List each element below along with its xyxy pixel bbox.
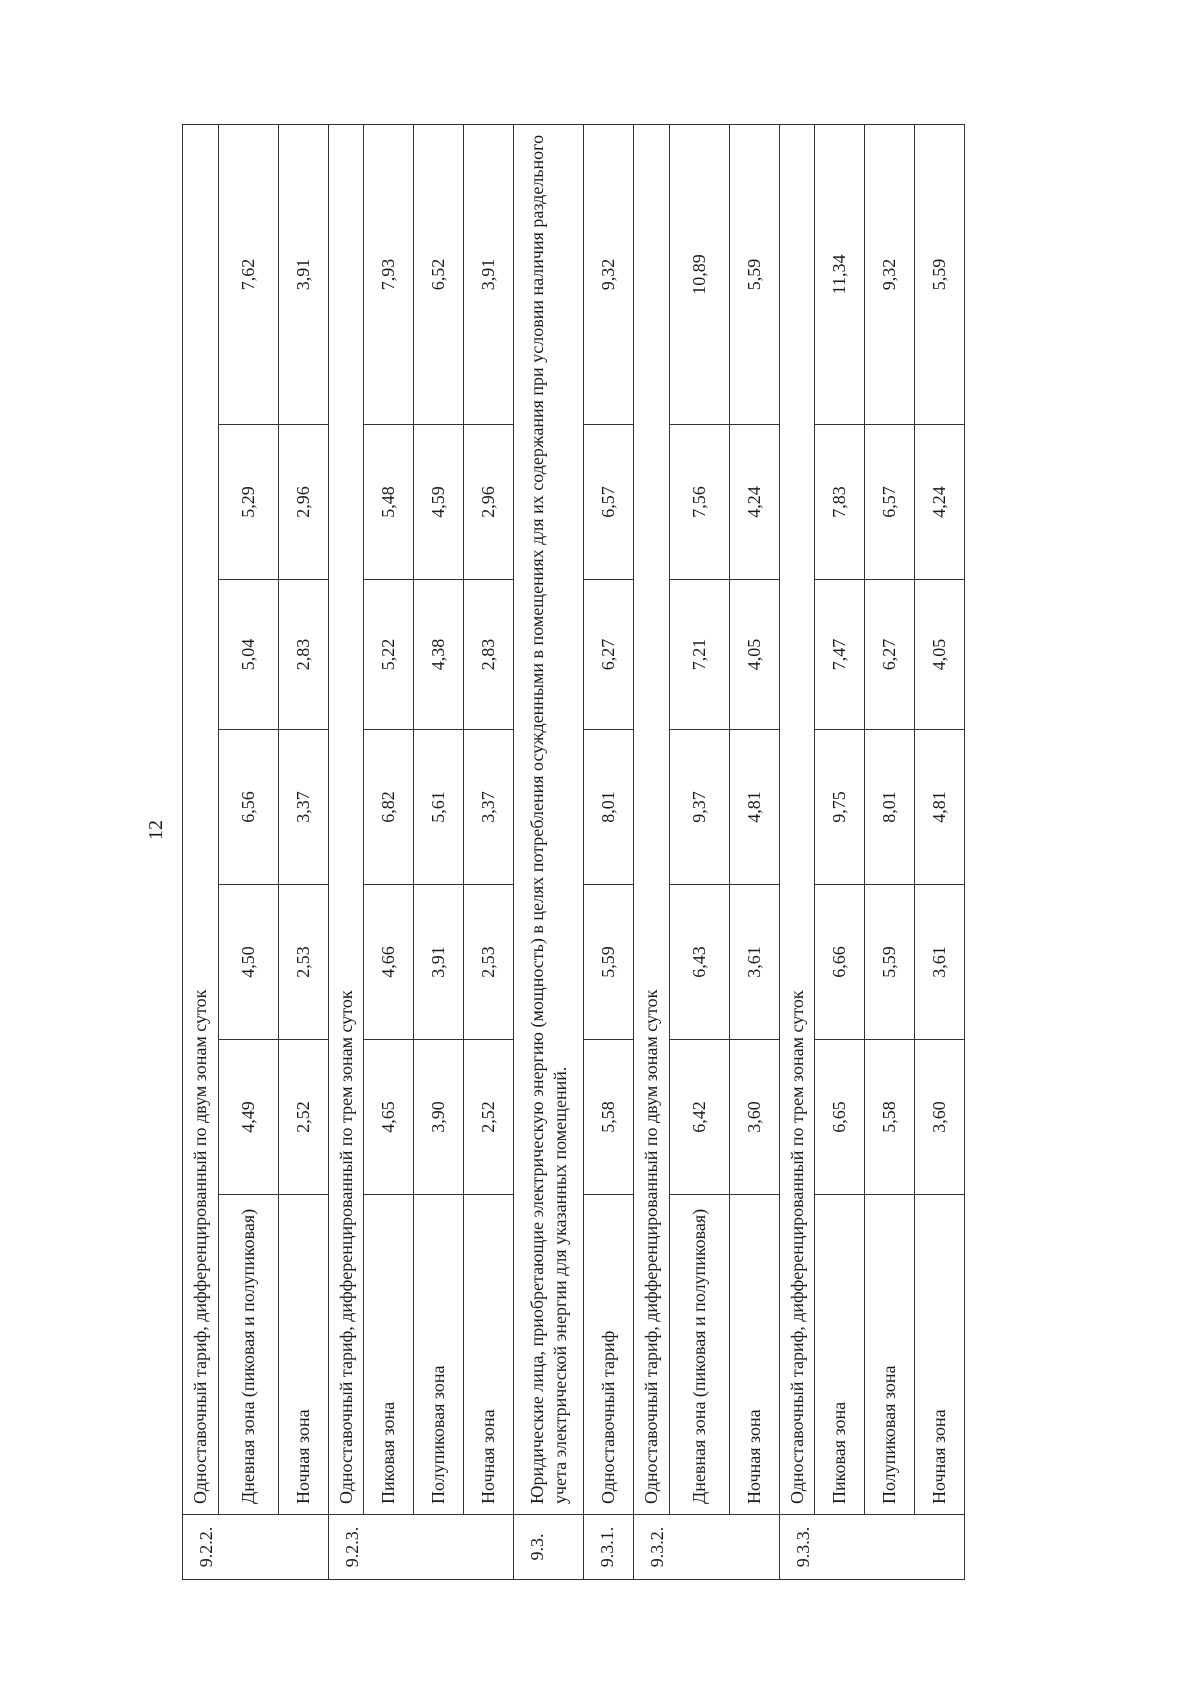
- table-row: [815, 124, 865, 1579]
- section-title: Одноставочный тариф, дифференцированный по трем зонам суток: [779, 124, 815, 1514]
- value-cell: 4,05: [915, 580, 965, 730]
- section-row: [183, 124, 219, 1579]
- value-cell: 4,81: [915, 730, 965, 885]
- value-cell: 3,61: [729, 885, 779, 1040]
- value-cell: 2,53: [278, 885, 328, 1040]
- value-cell: 3,60: [729, 1040, 779, 1195]
- value-cell: 2,83: [278, 580, 328, 730]
- value-cell: 2,83: [464, 580, 514, 730]
- value-cell: 11,34: [815, 124, 865, 424]
- value-cell: 9,37: [669, 730, 729, 885]
- section-row: [514, 124, 584, 1579]
- section-title: Одноставочный тариф, дифференцированный по двум зонам суток: [634, 124, 670, 1514]
- table-row: [669, 124, 729, 1579]
- value-cell: 5,48: [364, 425, 414, 580]
- value-cell: 3,90: [414, 1040, 464, 1195]
- value-cell: 6,65: [815, 1040, 865, 1195]
- table-row: [584, 124, 634, 1579]
- value-cell: 4,24: [729, 425, 779, 580]
- table-row: [915, 124, 965, 1579]
- value-cell: 6,52: [414, 124, 464, 424]
- value-cell: 5,22: [364, 580, 414, 730]
- section-code: 9.3.3.: [779, 1515, 965, 1580]
- value-cell: 4,81: [729, 730, 779, 885]
- value-cell: 4,05: [729, 580, 779, 730]
- value-cell: 2,53: [464, 885, 514, 1040]
- row-label: Ночная зона: [464, 1195, 514, 1515]
- value-cell: 8,01: [865, 730, 915, 885]
- value-cell: 5,59: [729, 124, 779, 424]
- table-row: [729, 124, 779, 1579]
- value-cell: 6,27: [584, 580, 634, 730]
- value-cell: 6,57: [865, 425, 915, 580]
- row-label: Полупиковая зона: [414, 1195, 464, 1515]
- value-cell: 6,27: [865, 580, 915, 730]
- row-label: Пиковая зона: [815, 1195, 865, 1515]
- table-row: [865, 124, 915, 1579]
- tariff-table: [182, 124, 965, 1580]
- value-cell: 8,01: [584, 730, 634, 885]
- value-cell: 5,29: [218, 425, 278, 580]
- section-row: [634, 124, 670, 1579]
- value-cell: 10,89: [669, 124, 729, 424]
- value-cell: 7,47: [815, 580, 865, 730]
- value-cell: 2,96: [278, 425, 328, 580]
- value-cell: 6,43: [669, 885, 729, 1040]
- section-title: Одноставочный тариф, дифференцированный по двум зонам суток: [183, 124, 219, 1514]
- table-row: [364, 124, 414, 1579]
- value-cell: 6,82: [364, 730, 414, 885]
- page-number: 12: [145, 820, 167, 840]
- value-cell: 6,56: [218, 730, 278, 885]
- value-cell: 9,32: [584, 124, 634, 424]
- value-cell: 9,75: [815, 730, 865, 885]
- value-cell: 3,61: [915, 885, 965, 1040]
- value-cell: 6,42: [669, 1040, 729, 1195]
- section-code: 9.3.1.: [584, 1515, 634, 1580]
- rotated-page-content: [182, 125, 1042, 1580]
- value-cell: 7,56: [669, 425, 729, 580]
- value-cell: 5,04: [218, 580, 278, 730]
- row-label: Пиковая зона: [364, 1195, 414, 1515]
- value-cell: 6,66: [815, 885, 865, 1040]
- value-cell: 3,91: [464, 124, 514, 424]
- value-cell: 3,91: [414, 885, 464, 1040]
- value-cell: 7,83: [815, 425, 865, 580]
- value-cell: 5,59: [865, 885, 915, 1040]
- section-code: 9.2.2.: [183, 1515, 329, 1580]
- table-row: [218, 124, 278, 1579]
- section-title: Юридические лица, приобретающие электрическую энергию (мощность) в целях потребления осужденными в помещениях для их содержания при условии наличия раздельного учета электрической энергии для указанных помещений.: [514, 124, 584, 1514]
- value-cell: 5,59: [915, 124, 965, 424]
- row-label: Ночная зона: [915, 1195, 965, 1515]
- row-label: Ночная зона: [729, 1195, 779, 1515]
- section-title: Одноставочный тариф, дифференцированный по трем зонам суток: [328, 124, 364, 1514]
- row-label: Ночная зона: [278, 1195, 328, 1515]
- value-cell: 4,49: [218, 1040, 278, 1195]
- value-cell: 4,66: [364, 885, 414, 1040]
- table-row: [278, 124, 328, 1579]
- value-cell: 3,91: [278, 124, 328, 424]
- value-cell: 4,59: [414, 425, 464, 580]
- section-code: 9.2.3.: [328, 1515, 514, 1580]
- section-code: 9.3.2.: [634, 1515, 780, 1580]
- value-cell: 5,61: [414, 730, 464, 885]
- value-cell: 3,37: [464, 730, 514, 885]
- row-label: Дневная зона (пиковая и полупиковая): [218, 1195, 278, 1515]
- value-cell: 7,93: [364, 124, 414, 424]
- section-row: [328, 124, 364, 1579]
- row-label: Дневная зона (пиковая и полупиковая): [669, 1195, 729, 1515]
- value-cell: 2,96: [464, 425, 514, 580]
- value-cell: 7,62: [218, 124, 278, 424]
- table-row: [464, 124, 514, 1579]
- section-row: [779, 124, 815, 1579]
- value-cell: 6,57: [584, 425, 634, 580]
- value-cell: 9,32: [865, 124, 915, 424]
- value-cell: 7,21: [669, 580, 729, 730]
- value-cell: 5,58: [584, 1040, 634, 1195]
- value-cell: 5,58: [865, 1040, 915, 1195]
- value-cell: 4,50: [218, 885, 278, 1040]
- value-cell: 3,37: [278, 730, 328, 885]
- row-label: Полупиковая зона: [865, 1195, 915, 1515]
- section-code: 9.3.: [514, 1515, 584, 1580]
- value-cell: 5,59: [584, 885, 634, 1040]
- value-cell: 4,24: [915, 425, 965, 580]
- value-cell: 4,38: [414, 580, 464, 730]
- value-cell: 4,65: [364, 1040, 414, 1195]
- value-cell: 2,52: [464, 1040, 514, 1195]
- table-row: [414, 124, 464, 1579]
- row-label: Одноставочный тариф: [584, 1195, 634, 1515]
- value-cell: 3,60: [915, 1040, 965, 1195]
- value-cell: 2,52: [278, 1040, 328, 1195]
